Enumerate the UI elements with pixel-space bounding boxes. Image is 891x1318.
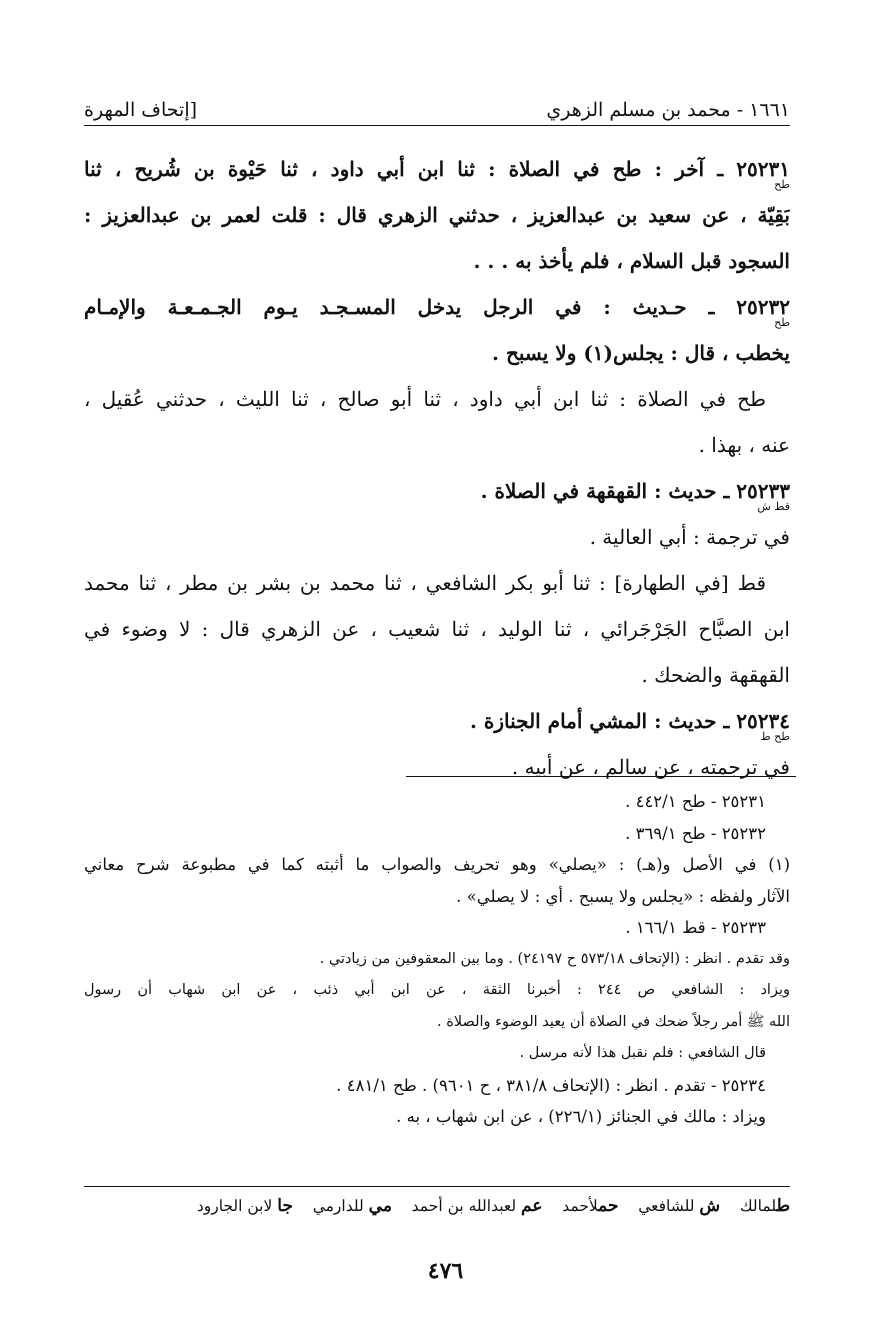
entry-line: بَقِيّة ، عن سعيد بن عبدالعزيز ، حدثني الزهري قال : قلت لعمر بن عبدالعزيز : [84,203,790,227]
abbr-value: لأحمد [562,1197,599,1215]
entry-line: ٢٥٢٣٣ ـ حديث : القهقهة في الصلاة . [480,479,790,503]
page-number: ٤٧٦ [427,1258,464,1284]
abbr-key: جا [277,1196,293,1216]
footnote-line: ٢٥٢٣٤ - تقدم . انظر : (الإتحاف ٣٨١/٨ ، ح ٩٦٠١) . طح ٤٨١/١ . [336,1075,766,1095]
abbr-value: لمالك [739,1197,777,1215]
footnote-line: وقد تقدم . انظر : (الإتحاف ٥٧٣/١٨ ح ٢٤١٩٧) . وما بين المعقوفين من زيادتي . [319,950,790,967]
abbr-value: لعبدالله بن أحمد [411,1197,517,1215]
abbr-key: حم [598,1196,619,1216]
entry-25233 [84,468,790,698]
entry-line: في ترجمة : أبي العالية . [589,525,790,549]
running-header [84,92,790,126]
entry-line: القهقهة والضحك . [641,663,790,687]
footnote-line: ٢٥٢٣٢ - طح ٣٦٩/١ . [625,823,766,843]
abbr-value: لابن الجارود [196,1197,273,1215]
footnote-line: قال الشافعي : فلم نقبل هذا لأنه مرسل . [519,1045,766,1061]
entry-line: في ترجمته ، عن سالم ، عن أبيه . [511,755,790,779]
footnote-line: ٢٥٢٣٣ - قط ١٦٦/١ . [625,918,766,937]
source-marker: طح [774,178,790,191]
entry-line: عنه ، بهذا . [698,433,790,457]
entry-line: ٢٥٢٣٤ ـ حديث : المشي أمام الجنازة . [469,709,790,733]
abbr-key: ش [699,1196,721,1216]
entry-line: يخطب ، قال : يجلس(١) ولا يسبح . [492,341,790,365]
abbr-key: مي [368,1196,392,1216]
entry-line: قط [في الطهارة] : ثنا أبو بكر الشافعي ، ثنا محمد بن بشر بن مطر ، ثنا محمد [84,571,766,595]
footnote-line: ٢٥٢٣١ - طح ٤٤٢/١ . [625,792,766,811]
header-book-title: [إتحاف المهرة [84,99,198,121]
entry-25232 [84,284,790,468]
abbr-key: ط [776,1196,790,1216]
abbr-key: عم [521,1196,543,1216]
footnote-line: ويزاد : الشافعي ص ٢٤٤ : أخبرنا الثقة ، عن ابن أبي ذئب ، عن ابن شهاب أن رسول [84,982,790,998]
footnote-line: الآثار ولفظه : «يجلس ولا يسبح . أي : لا يصلي» . [456,886,790,906]
footnote-line: ويزاد : مالك في الجنائز (٢٢٦/١) ، عن ابن شهاب ، به . [396,1107,766,1126]
entry-line: ٢٥٢٣١ ـ آخر : طح في الصلاة : ثنا ابن أبي داود ، ثنا حَيْوة بن شُريح ، ثنا [84,157,790,181]
footnote-line: الله ﷺ أمر رجلاً ضحك في الصلاة أن يعيد الوضوء والصلاة . [437,1013,790,1030]
source-marker: طح [774,316,790,329]
entry-line: طح في الصلاة : ثنا ابن أبي داود ، ثنا أبو صالح ، ثنا الليث ، حدثني عُقيل ، [84,387,766,411]
entry-line: ابن الصبَّاح الجَرْجَرائي ، ثنا الوليد ، ثنا شعيب ، عن الزهري قال : لا وضوء في [84,617,790,641]
footnote-line: (١) في الأصل و(هـ) : «يصلي» وهو تحريف والصواب ما أثبته كما في مطبوعة شرح معاني [84,855,790,874]
abbreviations-separator [84,1186,790,1187]
entry-25231 [84,146,790,284]
footnotes [84,786,790,1133]
abbr-value: للدارمي [312,1197,364,1215]
source-marker: قط ش [757,500,790,513]
main-text [84,146,790,790]
entry-line: السجود قبل السلام ، فلم يأخذ به . . . [473,249,790,273]
source-marker: طح ط [760,730,790,743]
header-chapter-title: ١٦٦١ - محمد بن مسلم الزهري [546,99,790,121]
abbr-value: للشافعي [638,1197,695,1215]
abbreviations-key [84,1196,790,1216]
footnote-separator [406,776,796,777]
entry-line: ٢٥٢٣٢ ـ حـديث : في الرجل يدخل المسـجـد يـوم الجـمـعـة والإمـام [84,295,790,319]
